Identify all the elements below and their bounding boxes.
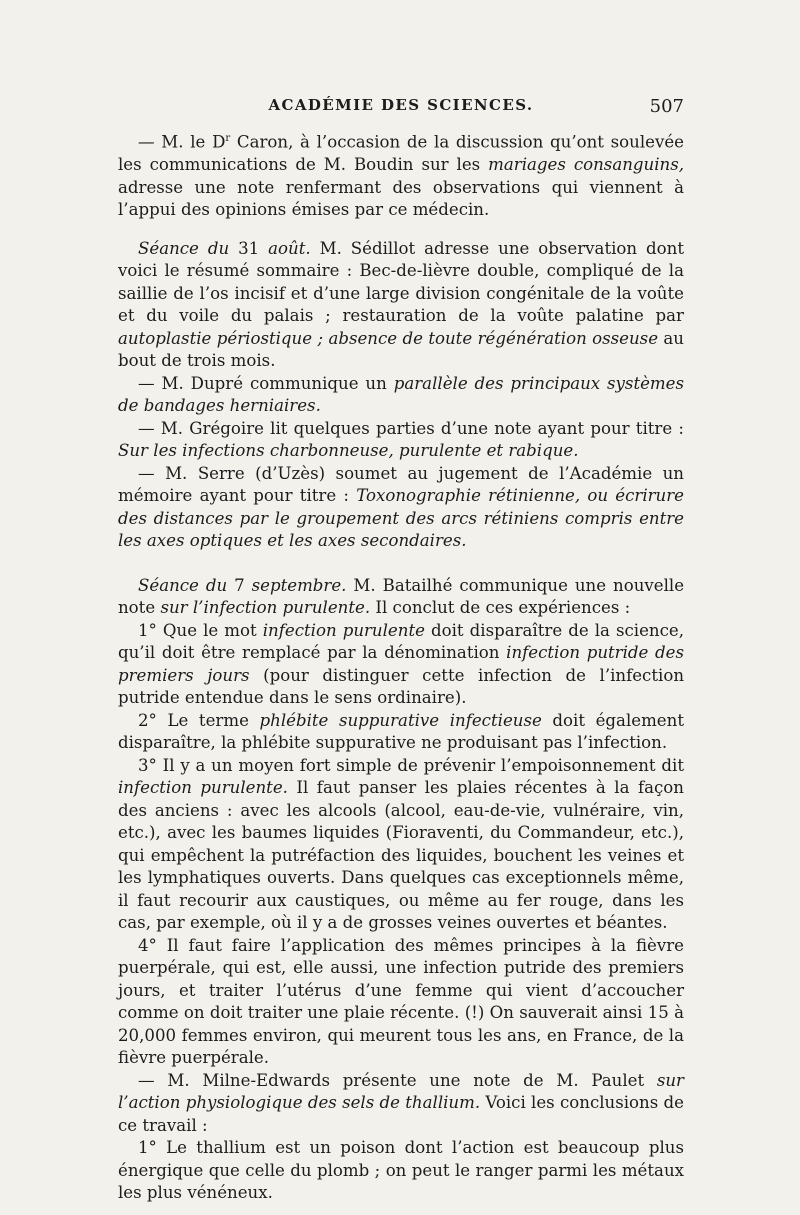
text-run: M. Batailhé communique une nouvelle note (118, 575, 685, 618)
italic-text-run: Toxonographie rétinienne, ou écrirure des distances par le groupement des arcs rétiniens compris entre les axes optiques et les axes secondaires. (118, 486, 684, 551)
italic-text-run: septembre. (251, 575, 347, 595)
italic-text-run: Séance du (138, 575, 228, 595)
text-run: — M. Grégoire lit quelques parties d’une note ayant pour titre : (138, 418, 684, 438)
italic-text-run: mariages consanguins, (488, 155, 684, 175)
text-run: 4° Il faut faire l’application des mêmes principes à la fièvre puerpérale, qui est, elle aussi, une infection putride des premiers jours, et traiter l’utérus d’une femme qui vient d’accoucher comme on doit traiter une plaie récente. (!) On sauverait ainsi 15 à 20,000 femmes environ, qui meurent tous les ans, en France, de la fièvre puerpérale. (118, 935, 684, 1068)
text-run: (pour distinguer cette infection de l’infection putride entendue dans le sens ordinaire). (118, 665, 685, 708)
text-run: au bout de trois mois. (118, 328, 684, 371)
italic-text-run: autoplastie périostique ; absence de toute régénération osseuse (118, 328, 659, 348)
italic-text-run: sur l’action physiologique des sels de thallium. (118, 1070, 684, 1113)
italic-text-run: Sur les infections charbonneuse, purulente et rabique. (118, 441, 579, 461)
text-run: — M. Milne-Edwards présente une note de M. Paulet (138, 1070, 657, 1090)
paragraph-caron (118, 128, 684, 222)
paragraph-conclusion-2 (118, 710, 684, 755)
paragraph-conclusion-3 (118, 755, 684, 935)
paragraph-dupre (118, 373, 684, 418)
italic-text-run: parallèle des principaux systèmes de bandages herniaires. (118, 373, 685, 416)
paragraph-thallium-1 (118, 1137, 684, 1205)
text-run: doit également disparaître, la phlébite suppurative ne produisant pas l’infection. (118, 710, 684, 753)
italic-text-run: Séance du (138, 238, 230, 258)
text-run: 3° Il y a un moyen fort simple de prévenir l’empoisonnement dit (138, 755, 684, 775)
text-run: Il conclut de ces expériences : (370, 598, 631, 618)
text-run: Caron, à l’occasion de la discussion qu’ont soulevée les communications de M. Boudin sur les (118, 132, 685, 175)
paragraph-seance-31-aout (118, 238, 684, 373)
italic-text-run: sur l’infection purulente. (160, 598, 371, 618)
italic-text-run: infection putride des premiers jours (118, 643, 684, 685)
italic-text-run: phlébite suppurative infectieuse (259, 710, 542, 730)
text-run: adresse une note renfermant des observations qui viennent à l’appui des opinions émises par ce médecin. (118, 177, 684, 220)
text-run: 31 (229, 238, 269, 258)
text-run: Il faut panser les plaies récentes à la façon des anciens : avec les alcools (alcool, eau-de-vie, vulnéraire, vin, etc.), avec les baumes liquides (Fioraventi, du Commandeur, etc.), qui empêchent la putréfaction des liquides, bouchent les veines et les lymphatiques ouverts. Dans quelques cas exceptionnels même, il faut recourir aux caustiques, ou même au fer rouge, dans les cas, par exemple, où il y a de grosses veines ouvertes et béantes. (118, 778, 684, 933)
superscript-run: r (225, 133, 231, 144)
text-run: Voici les conclusions de ce travail : (118, 1093, 684, 1135)
text-run: 2° Le terme (138, 710, 260, 730)
text-run: doit disparaître de la science, qu’il doit être remplacé par la dénomination (118, 620, 684, 663)
italic-text-run: infection purulente (262, 620, 425, 640)
text-run: 1° Que le mot (138, 620, 263, 640)
italic-text-run: août. (268, 238, 311, 258)
text-run: 1° Le thallium est un poison dont l’action est beaucoup plus énergique que celle du plomb ; on peut le ranger parmi les métaux les plus vénéneux. (118, 1138, 684, 1203)
text-run: — M. le D (138, 132, 226, 152)
text-run: 7 (227, 575, 252, 595)
paragraph-conclusion-1 (118, 620, 684, 710)
text-run: M. Sédillot adresse une observation dont voici le résumé sommaire : Bec-de-lièvre double, compliqué de la saillie de l’os incisif et d’une large division congénitale de la voûte et du voile du palais ; restauration de la voûte palatine par (118, 238, 685, 326)
paragraph-gregoire (118, 418, 684, 463)
page-header (118, 96, 684, 124)
italic-text-run: infection purulente. (118, 778, 288, 798)
page-number: 507 (649, 96, 684, 117)
paragraph-serre (118, 463, 684, 553)
paragraph-conclusion-4 (118, 935, 684, 1070)
running-head: ACADÉMIE DES SCIENCES. (268, 96, 534, 114)
text-run: — M. Dupré communique un (138, 373, 394, 393)
body-text (118, 128, 684, 1205)
text-run: — M. Serre (d’Uzès) soumet au jugement de l’Académie un mémoire ayant pour titre : (118, 463, 684, 506)
paragraph-milne-edwards (118, 1070, 684, 1138)
paragraph-seance-7-septembre (118, 575, 684, 620)
